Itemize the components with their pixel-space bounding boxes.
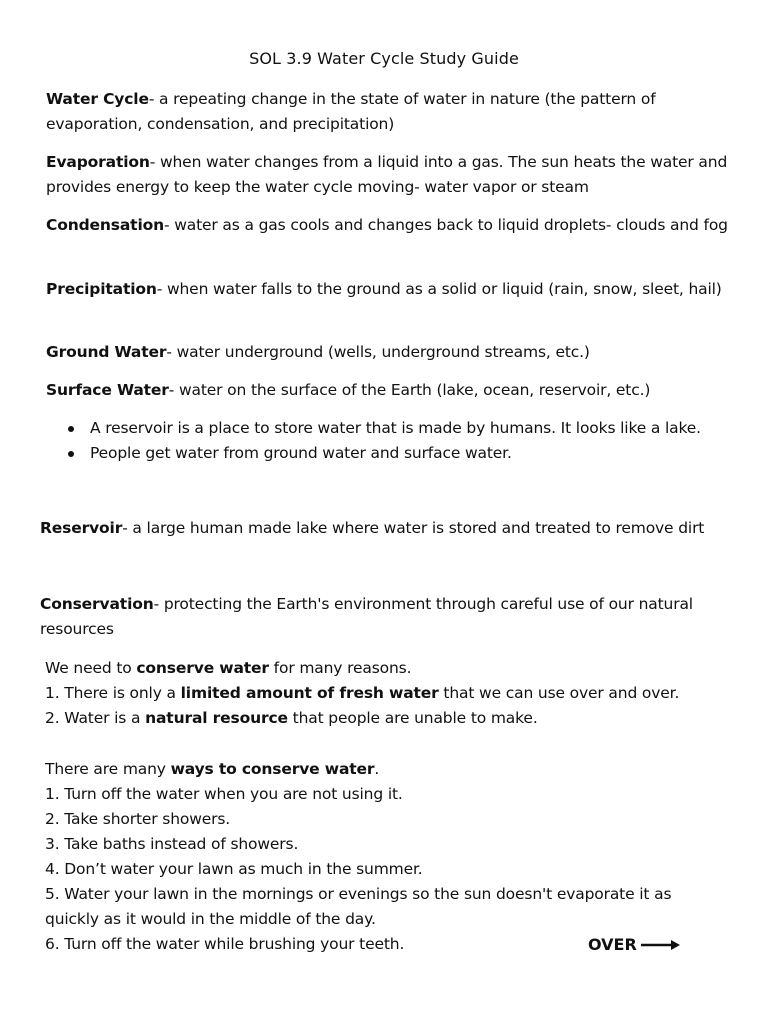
definition-text: - water on the surface of the Earth (lake, ocean, reservoir, etc.)	[168, 381, 651, 399]
list-item: 3. Take baths instead of showers.	[45, 835, 299, 853]
term-condensation: Condensation	[46, 216, 164, 234]
text: 1. There is only a	[45, 684, 181, 702]
term-ground-water: Ground Water	[46, 343, 167, 361]
term-water-cycle: Water Cycle	[46, 90, 149, 108]
bullet-list	[66, 416, 726, 466]
ways-section	[45, 757, 725, 957]
definition-water-cycle	[46, 87, 726, 137]
reason-1	[45, 681, 745, 706]
text: that people are unable to make.	[287, 709, 538, 727]
list-item: 2. Take shorter showers.	[45, 810, 231, 828]
definition-text: - when water changes from a liquid into a gas. The sun heats the water and provides energy to keep the water cycle moving- water vapor or steam	[46, 153, 728, 196]
list-item: 6. Turn off the water while brushing your teeth.	[45, 935, 405, 953]
emphasis: conserve water	[136, 659, 269, 677]
arrow-right-icon	[641, 939, 681, 951]
text: There are many	[45, 760, 171, 778]
list-item: 1. Turn off the water when you are not using it.	[45, 785, 403, 803]
list-item: 5. Water your lawn in the mornings or evenings so the sun doesn't evaporate it as quickly as it would in the middle of the day.	[45, 885, 672, 928]
bullet-icon	[68, 426, 74, 432]
over-indicator	[588, 932, 681, 957]
definition-precipitation	[46, 277, 736, 302]
term-surface-water: Surface Water	[46, 381, 169, 399]
term-reservoir: Reservoir	[40, 519, 123, 537]
reasons-section	[45, 656, 745, 731]
reason-2	[45, 706, 745, 731]
term-conservation: Conservation	[40, 595, 154, 613]
definition-text: - water underground (wells, underground streams, etc.)	[166, 343, 590, 361]
bullet-text: People get water from ground water and surface water.	[90, 444, 512, 462]
list-item: 4. Don’t water your lawn as much in the summer.	[45, 860, 423, 878]
emphasis: ways to conserve water	[170, 760, 375, 778]
definition-reservoir	[40, 516, 720, 541]
bullet-icon	[68, 451, 74, 457]
definition-text: - a large human made lake where water is stored and treated to remove dirt	[122, 519, 705, 537]
reasons-intro	[45, 656, 745, 681]
text: 2. Water is a	[45, 709, 146, 727]
definition-conservation	[40, 592, 700, 642]
text: .	[374, 760, 380, 778]
definition-text: - protecting the Earth's environment through careful use of our natural resources	[40, 595, 693, 638]
definition-evaporation	[46, 150, 736, 200]
list-item	[66, 416, 726, 441]
ways-intro	[45, 757, 725, 782]
page-title: SOL 3.9 Water Cycle Study Guide	[249, 49, 519, 68]
text: We need to	[45, 659, 137, 677]
term-evaporation: Evaporation	[46, 153, 150, 171]
definition-condensation	[46, 213, 736, 238]
definition-surface-water	[46, 378, 746, 403]
definition-text: - water as a gas cools and changes back to liquid droplets- clouds and fog	[164, 216, 728, 234]
definition-ground-water	[46, 340, 736, 365]
definition-text: - when water falls to the ground as a solid or liquid (rain, snow, sleet, hail)	[156, 280, 722, 298]
emphasis: limited amount of fresh water	[180, 684, 439, 702]
over-label: OVER	[588, 935, 637, 954]
text: that we can use over and over.	[438, 684, 680, 702]
definition-text: - a repeating change in the state of water in nature (the pattern of evaporation, condensation, and precipitation)	[46, 90, 656, 133]
bullet-text: A reservoir is a place to store water that is made by humans. It looks like a lake.	[90, 419, 701, 437]
text: for many reasons.	[268, 659, 412, 677]
emphasis: natural resource	[145, 709, 288, 727]
list-item	[66, 441, 726, 466]
term-precipitation: Precipitation	[46, 280, 157, 298]
